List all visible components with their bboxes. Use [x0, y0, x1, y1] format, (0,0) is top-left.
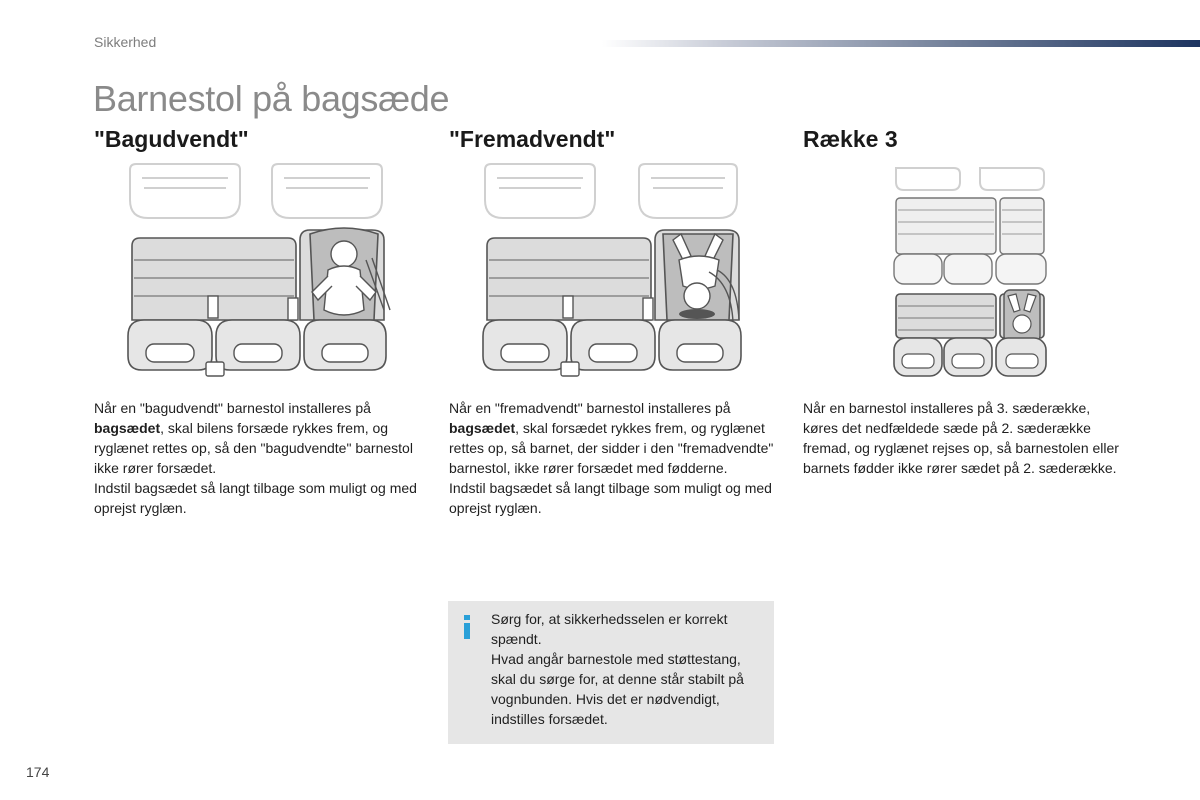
- rear-facing-text-part1: Når en "bagudvendt" barnestol installeres på: [94, 400, 371, 416]
- header-gradient-bar: [602, 40, 1200, 47]
- heading-rear-facing: "Bagudvendt": [94, 126, 249, 152]
- page-title: Barnestol på bagsæde: [93, 78, 450, 119]
- third-row-seat-illustration: [890, 160, 1050, 382]
- page-number: 174: [26, 764, 50, 780]
- row-3-text-paragraph: Når en barnestol installeres på 3. sæderække, køres det nedfældede sæde på 2. sæderække fremad, og ryglænet rejses op, så barnestolen eller barnets fødder ikke rører sædet på 2. sæderække.: [803, 400, 1119, 476]
- info-text: [491, 609, 766, 729]
- forward-facing-text-bold: bagsædet: [449, 420, 516, 436]
- heading-forward-facing: "Fremadvendt": [449, 126, 616, 152]
- rear-facing-text-bold: bagsædet: [94, 420, 161, 436]
- section-label: Sikkerhed: [94, 34, 157, 50]
- forward-facing-text-adjust: Indstil bagsædet så langt tilbage som muligt og med oprejst ryglæn.: [449, 480, 772, 516]
- forward-facing-text: [449, 398, 774, 518]
- rear-facing-text-adjust: Indstil bagsædet så langt tilbage som muligt og med oprejst ryglæn.: [94, 480, 417, 516]
- rear-facing-seat-illustration: [122, 160, 392, 382]
- rear-facing-text-part2: , skal bilens forsæde rykkes frem, og ryglænet rettes op, så den "bagudvendte" barnestol ikke rører forsædet.: [94, 420, 413, 476]
- info-box: [448, 601, 774, 744]
- row-3-text: [803, 398, 1128, 478]
- info-icon: [460, 615, 474, 639]
- rear-facing-text: [94, 398, 424, 518]
- forward-facing-text-part1: Når en "fremadvendt" barnestol installeres på: [449, 400, 731, 416]
- heading-row-3: Række 3: [803, 126, 898, 152]
- info-text-line2: Hvad angår barnestole med støttestang, skal du sørge for, at denne står stabilt på vognbunden. Hvis det er nødvendigt, indstilles forsædet.: [491, 651, 744, 727]
- info-text-line1: Sørg for, at sikkerhedsselen er korrekt spændt.: [491, 611, 728, 647]
- forward-facing-seat-illustration: [477, 160, 747, 382]
- forward-facing-text-part2: , skal forsædet rykkes frem, og ryglænet rettes op, så barnet, der sidder i den "fremadvendte" barnestol, ikke rører forsædet med fødderne.: [449, 420, 774, 476]
